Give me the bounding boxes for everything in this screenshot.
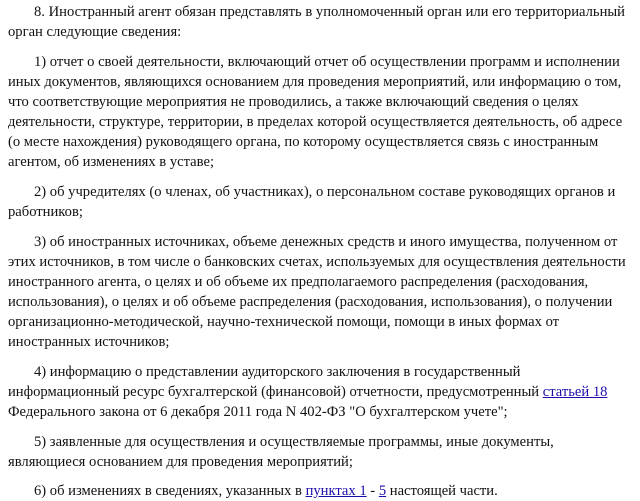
link-points-5[interactable]: 5 <box>378 483 387 499</box>
paragraph-intro-text: 8. Иностранный агент обязан представлять в уполномоченный орган или его территориальный орган следующие сведения: <box>8 4 625 40</box>
paragraph-item-6 <box>8 481 633 501</box>
paragraph-item-2-text: 2) об учредителях (о членах, об участниках), о персональном составе руководящих органов и работников; <box>8 184 616 220</box>
paragraph-item-4 <box>8 362 633 422</box>
paragraph-item-5-text: 5) заявленные для осуществления и осуществляемые программы, иные документы, являющиеся основанием для проведения мероприятий; <box>8 434 554 470</box>
paragraph-item-3 <box>8 232 633 352</box>
link-points-1[interactable]: пунктах 1 <box>305 483 367 499</box>
paragraph-item-4-text-before: 4) информацию о представлении аудиторского заключения в государственный информационный ресурс бухгалтерской (финансовой) отчетности, предусмотренный <box>8 364 543 400</box>
link-article-18[interactable]: статьей 18 <box>542 384 608 400</box>
paragraph-item-1-text: 1) отчет о своей деятельности, включающий отчет об осуществлении программ и исполнении иных документов, являющихся основанием для проведения мероприятий, или информацию о том, что соответствующие мероприятия не проводились, а также включающий сведения о целях деятельности, структуре, территории, в пределах которой осуществляется деятельность, об адресе (о месте нахождения) руководящего органа, по которому осуществляется связь с иностранным агентом, об изменениях в уставе; <box>8 54 623 170</box>
paragraph-item-3-text: 3) об иностранных источниках, объеме денежных средств и иного имущества, полученном от этих источников, в том числе о банковских счетах, используемых для осуществления деятельности иностранного агента, о целях и об объеме их предполагаемого распределения (расходования, использования), о целях и об объеме распределения (расходования, использования), о получении организационно-методической, научно-технической помощи, помощи в иных формах от иностранных источников; <box>8 234 626 350</box>
paragraph-item-1 <box>8 52 633 172</box>
paragraph-item-6-text-after: настоящей части. <box>386 483 498 499</box>
paragraph-item-4-text-after: Федерального закона от 6 декабря 2011 года N 402-ФЗ "О бухгалтерском учете"; <box>8 404 508 420</box>
paragraph-item-5 <box>8 432 633 472</box>
paragraph-item-6-text-before: 6) об изменениях в сведениях, указанных в <box>34 483 306 499</box>
paragraph-intro <box>8 2 633 42</box>
paragraph-item-6-separator: - <box>366 483 379 499</box>
paragraph-item-2 <box>8 182 633 222</box>
document-body <box>8 0 633 501</box>
